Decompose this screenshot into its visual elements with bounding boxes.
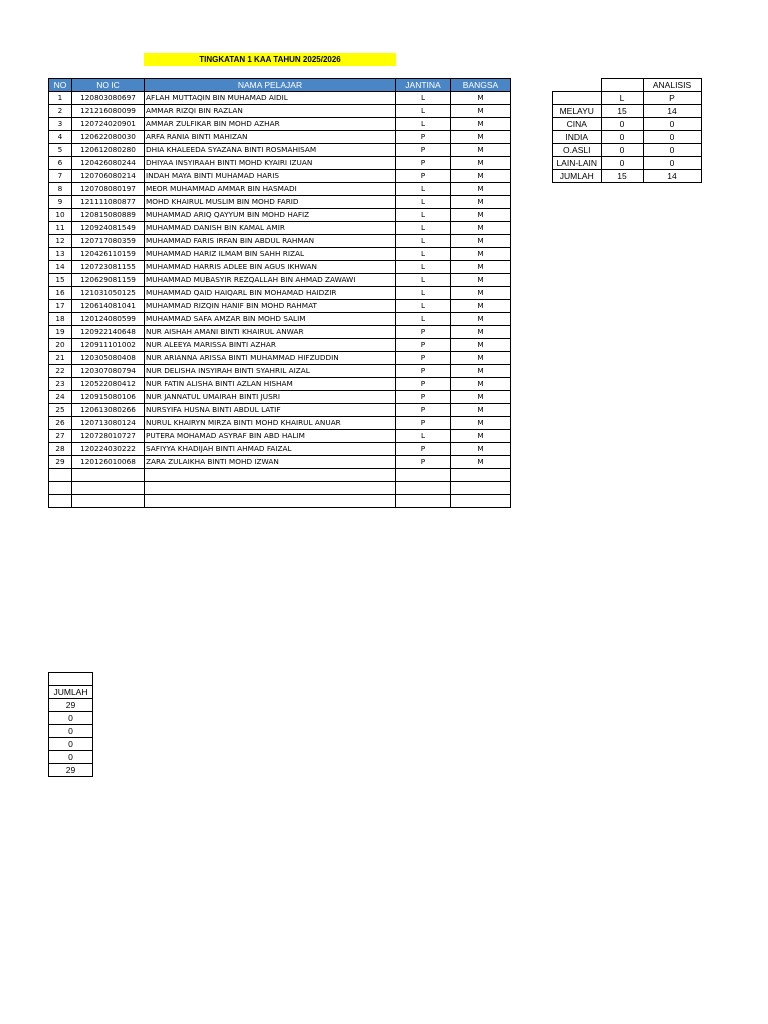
row-ic: 120724020901 (72, 118, 145, 131)
row-gender: L (396, 183, 451, 196)
row-name: NUR AISHAH AMANI BINTI KHAIRUL ANWAR (145, 326, 396, 339)
empty-cell (72, 482, 145, 495)
table-row (49, 183, 511, 196)
row-gender: L (396, 196, 451, 209)
row-no: 8 (49, 183, 72, 196)
analysis-row (553, 170, 702, 183)
empty-row (49, 469, 511, 482)
analysis-subheader-label (553, 92, 602, 105)
table-row (49, 352, 511, 365)
row-no: 9 (49, 196, 72, 209)
row-gender: L (396, 222, 451, 235)
analysis-value-l: 15 (601, 170, 643, 183)
row-race: M (451, 105, 511, 118)
row-ic: 120613080266 (72, 404, 145, 417)
row-ic: 120307080794 (72, 365, 145, 378)
row-ic: 120614081041 (72, 300, 145, 313)
row-ic: 120713080124 (72, 417, 145, 430)
analysis-table (552, 78, 702, 183)
row-gender: L (396, 105, 451, 118)
row-race: M (451, 404, 511, 417)
row-no: 15 (49, 274, 72, 287)
row-race: M (451, 248, 511, 261)
jumlah-blank-cell (49, 673, 93, 686)
row-gender: P (396, 404, 451, 417)
table-header-row (49, 79, 511, 92)
row-gender: L (396, 274, 451, 287)
empty-cell (396, 469, 451, 482)
table-row (49, 92, 511, 105)
row-name: NUR DELISHA INSYIRAH BINTI SYAHRIL AIZAL (145, 365, 396, 378)
sheet-title: TINGKATAN 1 KAA TAHUN 2025/2026 (144, 53, 396, 66)
row-gender: P (396, 144, 451, 157)
row-ic: 120522080412 (72, 378, 145, 391)
jumlah-value: 29 (49, 764, 93, 777)
row-gender: L (396, 235, 451, 248)
row-no: 10 (49, 209, 72, 222)
row-gender: P (396, 339, 451, 352)
table-row (49, 261, 511, 274)
analysis-rows (553, 105, 702, 183)
table-row (49, 157, 511, 170)
jumlah-rows (49, 699, 93, 777)
row-ic: 120124080599 (72, 313, 145, 326)
row-name: MOHD KHAIRUL MUSLIM BIN MOHD FARID (145, 196, 396, 209)
analysis-row (553, 105, 702, 118)
row-race: M (451, 430, 511, 443)
empty-cell (145, 482, 396, 495)
row-race: M (451, 157, 511, 170)
row-gender: L (396, 248, 451, 261)
row-name: NUR ALEEYA MARISSA BINTI AZHAR (145, 339, 396, 352)
row-name: MUHAMMAD FARIS IRFAN BIN ABDUL RAHMAN (145, 235, 396, 248)
empty-row (49, 495, 511, 508)
row-no: 26 (49, 417, 72, 430)
row-ic: 120708080197 (72, 183, 145, 196)
row-race: M (451, 313, 511, 326)
row-race: M (451, 339, 511, 352)
jumlah-value: 0 (49, 751, 93, 764)
row-race: M (451, 443, 511, 456)
analysis-header-row (553, 79, 702, 92)
row-race: M (451, 391, 511, 404)
analysis-value-l: 0 (601, 157, 643, 170)
row-gender: P (396, 170, 451, 183)
row-name: MUHAMMAD RIZQIN HANIF BIN MOHD RAHMAT (145, 300, 396, 313)
jumlah-row (49, 751, 93, 764)
table-row (49, 131, 511, 144)
row-gender: P (396, 391, 451, 404)
header-gender: JANTINA (396, 79, 451, 92)
row-ic: 120612080280 (72, 144, 145, 157)
row-name: AMMAR ZULFIKAR BIN MOHD AZHAR (145, 118, 396, 131)
row-name: MUHAMMAD HARIZ ILMAM BIN SAHH RIZAL (145, 248, 396, 261)
row-ic: 121111080877 (72, 196, 145, 209)
analysis-value-l: 0 (601, 144, 643, 157)
empty-cell (451, 482, 511, 495)
row-name: DHIYAA INSYIRAAH BINTI MOHD KYAIRI IZUAN (145, 157, 396, 170)
row-ic: 121216080099 (72, 105, 145, 118)
row-gender: P (396, 443, 451, 456)
jumlah-value: 0 (49, 712, 93, 725)
row-race: M (451, 196, 511, 209)
table-row (49, 196, 511, 209)
empty-cell (49, 495, 72, 508)
row-name: ZARA ZULAIKHA BINTI MOHD IZWAN (145, 456, 396, 469)
analysis-title: ANALISIS (643, 79, 701, 92)
analysis-label: MELAYU (553, 105, 602, 118)
analysis-value-l: 15 (601, 105, 643, 118)
row-race: M (451, 417, 511, 430)
row-no: 13 (49, 248, 72, 261)
row-ic: 120622080030 (72, 131, 145, 144)
analysis-corner-blank (553, 79, 602, 92)
empty-cell (396, 482, 451, 495)
empty-row (49, 482, 511, 495)
row-name: MUHAMMAD MUBASYIR REZQALLAH BIN AHMAD ZAWAWI (145, 274, 396, 287)
row-no: 27 (49, 430, 72, 443)
empty-cell (72, 469, 145, 482)
jumlah-header: JUMLAH (49, 686, 93, 699)
row-gender: P (396, 326, 451, 339)
row-race: M (451, 456, 511, 469)
table-row (49, 404, 511, 417)
row-no: 4 (49, 131, 72, 144)
table-row (49, 209, 511, 222)
row-no: 11 (49, 222, 72, 235)
row-race: M (451, 352, 511, 365)
row-name: MUHAMMAD HARRIS ADLEE BIN AGUS IKHWAN (145, 261, 396, 274)
row-ic: 120706080214 (72, 170, 145, 183)
empty-cell (451, 469, 511, 482)
empty-cell (451, 495, 511, 508)
row-no: 23 (49, 378, 72, 391)
header-name: NAMA PELAJAR (145, 79, 396, 92)
row-gender: P (396, 157, 451, 170)
analysis-value-l: 0 (601, 118, 643, 131)
analysis-value-p: 14 (643, 170, 701, 183)
row-no: 19 (49, 326, 72, 339)
row-no: 7 (49, 170, 72, 183)
row-race: M (451, 378, 511, 391)
row-race: M (451, 222, 511, 235)
row-no: 22 (49, 365, 72, 378)
row-race: M (451, 144, 511, 157)
analysis-value-l: 0 (601, 131, 643, 144)
row-name: NUR ARIANNA ARISSA BINTI MUHAMMAD HIFZUDDIN (145, 352, 396, 365)
row-gender: P (396, 131, 451, 144)
row-race: M (451, 326, 511, 339)
row-gender: P (396, 365, 451, 378)
analysis-row (553, 131, 702, 144)
row-race: M (451, 131, 511, 144)
row-name: MUHAMMAD DANISH BIN KAMAL AMIR (145, 222, 396, 235)
empty-cell (396, 495, 451, 508)
row-race: M (451, 261, 511, 274)
row-race: M (451, 287, 511, 300)
jumlah-row (49, 699, 93, 712)
row-name: PUTERA MOHAMAD ASYRAF BIN ABD HALIM (145, 430, 396, 443)
row-no: 25 (49, 404, 72, 417)
analysis-col-l: L (601, 92, 643, 105)
row-ic: 120924081549 (72, 222, 145, 235)
table-row (49, 313, 511, 326)
row-name: NUR FATIN ALISHA BINTI AZLAN HISHAM (145, 378, 396, 391)
row-gender: L (396, 300, 451, 313)
jumlah-value: 29 (49, 699, 93, 712)
row-name: NURSYIFA HUSNA BINTI ABDUL LATIF (145, 404, 396, 417)
table-row (49, 417, 511, 430)
row-ic: 121031050125 (72, 287, 145, 300)
analysis-value-p: 0 (643, 131, 701, 144)
row-no: 21 (49, 352, 72, 365)
analysis-row (553, 118, 702, 131)
table-row (49, 248, 511, 261)
row-no: 3 (49, 118, 72, 131)
row-ic: 120911101002 (72, 339, 145, 352)
row-gender: L (396, 287, 451, 300)
row-race: M (451, 209, 511, 222)
row-name: MUHAMMAD ARIQ QAYYUM BIN MOHD HAFIZ (145, 209, 396, 222)
analysis-value-p: 14 (643, 105, 701, 118)
student-rows (49, 92, 511, 508)
jumlah-table (48, 672, 93, 777)
table-row (49, 365, 511, 378)
table-row (49, 443, 511, 456)
header-no: NO (49, 79, 72, 92)
row-name: NUR JANNATUL UMAIRAH BINTI JUSRI (145, 391, 396, 404)
row-name: DHIA KHALEEDA SYAZANA BINTI ROSMAHISAM (145, 144, 396, 157)
table-row (49, 430, 511, 443)
row-ic: 120922140648 (72, 326, 145, 339)
row-race: M (451, 300, 511, 313)
row-ic: 120224030222 (72, 443, 145, 456)
analysis-col-p: P (643, 92, 701, 105)
empty-cell (72, 495, 145, 508)
row-race: M (451, 183, 511, 196)
jumlah-row (49, 738, 93, 751)
jumlah-blank-row (49, 673, 93, 686)
row-race: M (451, 170, 511, 183)
analysis-value-p: 0 (643, 144, 701, 157)
row-no: 29 (49, 456, 72, 469)
table-row (49, 222, 511, 235)
row-name: MEOR MUHAMMAD AMMAR BIN HASMADI (145, 183, 396, 196)
table-row (49, 326, 511, 339)
analysis-label: JUMLAH (553, 170, 602, 183)
analysis-label: INDIA (553, 131, 602, 144)
jumlah-value: 0 (49, 738, 93, 751)
row-name: NURUL KHAIRYN MIRZA BINTI MOHD KHAIRUL ANUAR (145, 417, 396, 430)
row-ic: 120426110159 (72, 248, 145, 261)
header-race: BANGSA (451, 79, 511, 92)
row-race: M (451, 235, 511, 248)
row-gender: L (396, 209, 451, 222)
row-name: SAFIYYA KHADIJAH BINTI AHMAD FAIZAL (145, 443, 396, 456)
row-no: 6 (49, 157, 72, 170)
row-race: M (451, 92, 511, 105)
table-row (49, 235, 511, 248)
row-name: AMMAR RIZQI BIN RAZLAN (145, 105, 396, 118)
row-gender: L (396, 261, 451, 274)
table-row (49, 105, 511, 118)
row-race: M (451, 365, 511, 378)
row-no: 17 (49, 300, 72, 313)
empty-cell (145, 469, 396, 482)
analysis-row (553, 144, 702, 157)
analysis-corner-cell (601, 79, 643, 92)
row-no: 14 (49, 261, 72, 274)
row-gender: P (396, 456, 451, 469)
row-name: AFLAH MUTTAQIN BIN MUHAMAD AIDIL (145, 92, 396, 105)
jumlah-row (49, 725, 93, 738)
row-gender: L (396, 92, 451, 105)
analysis-value-p: 0 (643, 118, 701, 131)
row-ic: 120717080359 (72, 235, 145, 248)
table-row (49, 118, 511, 131)
analysis-value-p: 0 (643, 157, 701, 170)
row-ic: 120915080106 (72, 391, 145, 404)
empty-cell (145, 495, 396, 508)
row-no: 5 (49, 144, 72, 157)
row-gender: L (396, 118, 451, 131)
jumlah-row (49, 712, 93, 725)
row-gender: L (396, 430, 451, 443)
row-ic: 120305080408 (72, 352, 145, 365)
row-race: M (451, 274, 511, 287)
row-no: 12 (49, 235, 72, 248)
table-row (49, 391, 511, 404)
row-ic: 120815080889 (72, 209, 145, 222)
table-row (49, 170, 511, 183)
row-name: ARFA RANIA BINTI MAHIZAN (145, 131, 396, 144)
jumlah-value: 0 (49, 725, 93, 738)
row-no: 18 (49, 313, 72, 326)
analysis-subheader-row (553, 92, 702, 105)
row-no: 2 (49, 105, 72, 118)
row-ic: 120723081155 (72, 261, 145, 274)
table-row (49, 378, 511, 391)
row-race: M (451, 118, 511, 131)
row-ic: 120728010727 (72, 430, 145, 443)
empty-cell (49, 469, 72, 482)
table-row (49, 456, 511, 469)
row-gender: L (396, 313, 451, 326)
jumlah-header-row (49, 686, 93, 699)
table-row (49, 274, 511, 287)
row-name: MUHAMMAD SAFA AMZAR BIN MOHD SALIM (145, 313, 396, 326)
row-name: MUHAMMAD QAID HAIQARL BIN MOHAMAD HAIDZIR (145, 287, 396, 300)
analysis-label: LAIN-LAIN (553, 157, 602, 170)
row-gender: P (396, 378, 451, 391)
student-table (48, 78, 511, 508)
analysis-label: O.ASLI (553, 144, 602, 157)
table-row (49, 339, 511, 352)
row-ic: 120803080697 (72, 92, 145, 105)
table-row (49, 144, 511, 157)
row-no: 1 (49, 92, 72, 105)
jumlah-row (49, 764, 93, 777)
row-gender: P (396, 352, 451, 365)
analysis-row (553, 157, 702, 170)
row-ic: 120426080244 (72, 157, 145, 170)
row-ic: 120126010068 (72, 456, 145, 469)
table-row (49, 287, 511, 300)
empty-cell (49, 482, 72, 495)
header-ic: NO IC (72, 79, 145, 92)
row-no: 16 (49, 287, 72, 300)
row-no: 28 (49, 443, 72, 456)
row-gender: P (396, 417, 451, 430)
row-no: 20 (49, 339, 72, 352)
row-ic: 120629081159 (72, 274, 145, 287)
table-row (49, 300, 511, 313)
row-no: 24 (49, 391, 72, 404)
analysis-label: CINA (553, 118, 602, 131)
row-name: INDAH MAYA BINTI MUHAMAD HARIS (145, 170, 396, 183)
